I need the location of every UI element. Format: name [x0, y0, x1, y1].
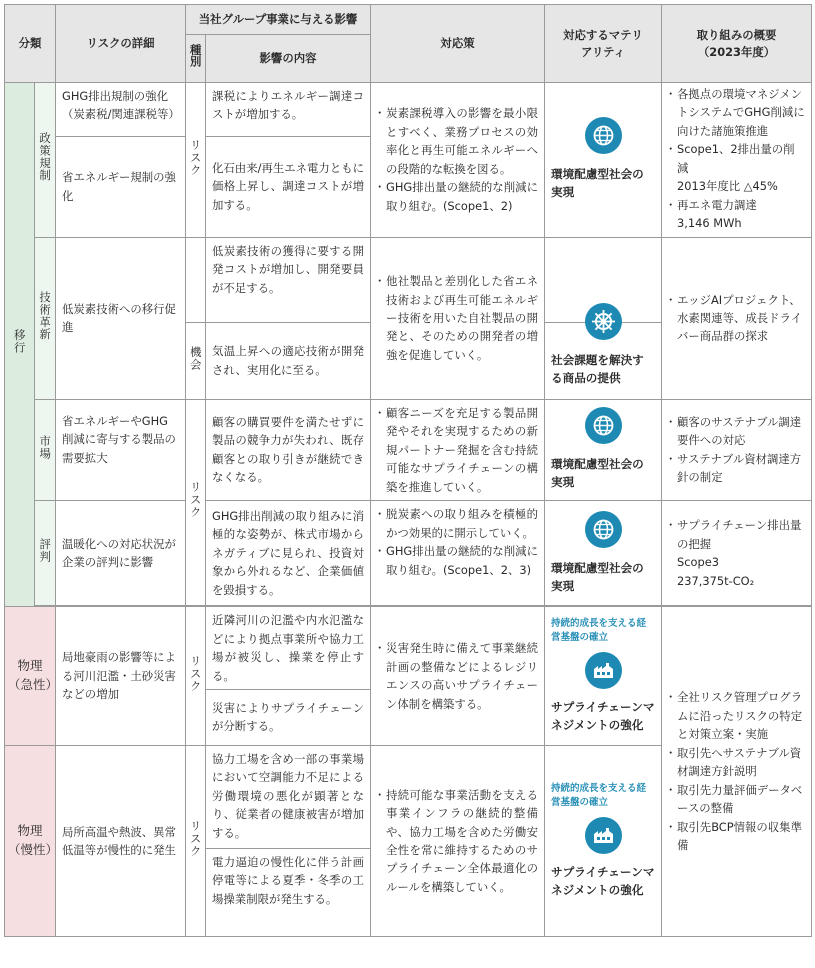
header-impact-content: 影響の内容: [206, 35, 371, 83]
header-kind-text: 種別: [188, 44, 203, 68]
tech-materiality-name: 社会課題を解決する商品の提供: [551, 352, 644, 385]
market-measures: [371, 399, 545, 500]
policy-kind: [186, 83, 206, 238]
tech-measures-list: [377, 272, 538, 364]
policy-materiality: [545, 83, 662, 238]
globe-icon: [585, 117, 622, 154]
reputation-overview-continuation: 237,375t-CO₂: [677, 573, 755, 588]
globe-icon: [585, 511, 622, 548]
header-materiality-text: 対応するマテリアリティ: [563, 27, 643, 59]
market-materiality: [545, 399, 662, 500]
acute-materiality-name: サプライチェーンマネジメントの強化: [551, 699, 655, 732]
header-materiality: [545, 5, 662, 83]
reputation-detail: 温暖化への対応状況が企業の評判に影響: [56, 501, 186, 606]
tech-risk-kind: [186, 237, 206, 322]
category-physical-acute-text: 物理（急性）: [8, 658, 59, 693]
header-overview-text: 取り組みの概要（2023年度）: [696, 27, 777, 59]
physical-overview-item: ・ 取引先BCP情報の収集準備: [668, 818, 805, 855]
category-transition-text: 移行: [12, 329, 27, 355]
acute-kind: [186, 607, 206, 746]
chronic-materiality-label: 持続的成長を支える経営基盤の確立: [551, 783, 647, 808]
reputation-measure-item: ・ 脱炭素への取り組みを積極的かつ効果的に開示していく。: [377, 505, 538, 542]
policy-materiality-name: 環境配慮型社会の実現: [551, 167, 644, 200]
reputation-materiality-name: 環境配慮型社会の実現: [551, 560, 644, 593]
policy-measures: [371, 83, 545, 238]
market-impact: 顧客の購買要件を満たせずに製品の競争力が失われ、既存顧客との取り引きが継続できなくなる。: [206, 399, 371, 500]
subcategory-reputation-text: 評判: [38, 537, 53, 563]
subcategory-market: [35, 399, 56, 500]
market-materiality-name: 環境配慮型社会の実現: [551, 457, 644, 490]
subcategory-tech-text: 技術革新: [38, 290, 53, 341]
policy-b-impact: 化石由来/再生エネ電力ともに価格上昇し、調達コストが増加する。: [206, 136, 371, 237]
acute-materiality-label: 持続的成長を支える経営基盤の確立: [551, 618, 647, 643]
header-kind: [186, 35, 206, 83]
subcategory-policy-text: 政策規制: [38, 132, 53, 182]
tech-detail: 低炭素技術への移行促進: [56, 237, 186, 399]
acute-measures: [371, 607, 545, 746]
policy-measures-list: [377, 104, 538, 215]
acute-measure-item: ・ 災害発生時に備えて事業継続計画の整備などによるレジリエンスの高いサプライチェーン体制を構築する。: [377, 639, 538, 713]
category-transition: [5, 83, 35, 607]
policy-a-impact: 課税によりエネルギー調達コストが増加する。: [206, 83, 371, 137]
factory-icon: [585, 652, 622, 689]
market-overview-item: ・ 顧客のサステナブル調達要件への対応: [668, 413, 805, 450]
acute-detail: 局地豪雨の影響等による河川氾濫・土砂災害などの増加: [56, 607, 186, 746]
policy-measure-item: ・ GHG排出量の継続的な削減に取り組む。(Scope1、2): [377, 178, 538, 215]
chronic-impact-a: 協力工場を含め一部の事業場において空調能力不足による労働環境の悪化が顕著となり、従業者の健康被害が増加する。: [206, 745, 371, 848]
physical-overview-item: ・ 取引先力量評価データベースの整備: [668, 781, 805, 818]
header-countermeasure: 対応策: [371, 5, 545, 83]
reputation-materiality: [545, 501, 662, 606]
policy-overview-list: [668, 85, 805, 177]
tech-risk-impact: 低炭素技術の獲得に要する開発コストが増加し、開発要員が不足する。: [206, 237, 371, 322]
acute-measures-list: [377, 639, 538, 713]
physical-overview-item: ・ 取引先へサステナブル資材調達方針説明: [668, 744, 805, 781]
subcategory-tech: [35, 237, 56, 399]
tech-overview-list: [668, 291, 805, 346]
header-category: 分類: [5, 5, 56, 83]
market-measures-list: [377, 404, 538, 496]
reputation-measures-list: [377, 505, 538, 579]
chronic-measures-list: [377, 786, 538, 897]
physical-overview-item: ・ 全社リスク管理プログラムに沿ったリスクの特定と対策立案・実施: [668, 688, 805, 743]
tech-overview-item: ・ エッジAIプロジェクト、水素関連等、成長ドライバー商品群の探求: [668, 291, 805, 346]
policy-overview-item: ・ 再エネ電力調達: [668, 196, 805, 214]
policy-measure-item: ・ 炭素課税導入の影響を最小限とすべく、業務プロセスの効率化と再生可能エネルギーへの段階的な転換を図る。: [377, 104, 538, 178]
policy-a-detail: GHG排出規制の強化（炭素税/関連課税等）: [56, 83, 186, 137]
policy-b-detail: 省エネルギー規制の強化: [56, 136, 186, 237]
tcfd-risk-table-wrapper: [4, 4, 811, 962]
chronic-kind: [186, 745, 206, 936]
market-overview-list: [668, 413, 805, 487]
category-physical-chronic: [5, 745, 59, 936]
reputation-overview-continuation: Scope3: [677, 555, 719, 570]
tech-overview: [662, 237, 812, 399]
reputation-impact: GHG排出削減の取り組みに消極的な姿勢が、株式市場からネガティブに見られ、投資対象から外れるなど、企業価値を毀損する。: [206, 501, 371, 606]
reputation-overview-item: ・ サプライチェーン排出量の把握: [668, 516, 805, 553]
category-physical-chronic-text: 物理（慢性）: [8, 823, 59, 857]
market-overview: [662, 399, 812, 500]
subcategory-reputation: [35, 501, 56, 606]
chronic-kind-text: リスク: [188, 819, 203, 857]
helm-icon: [585, 303, 622, 340]
subcategory-policy: [35, 83, 56, 238]
tech-opportunity-kind: [186, 322, 206, 399]
reputation-overview: [662, 501, 812, 606]
globe-icon: [585, 407, 622, 444]
acute-impact-a: 近隣河川の氾濫や内水氾濫などにより拠点事業所や協力工場が被災し、操業を停止する。: [206, 607, 371, 690]
chronic-materiality: [545, 745, 662, 936]
tech-opportunity-impact: 気温上昇への適応技術が開発され、実用化に至る。: [206, 322, 371, 399]
chronic-detail: 局所高温や熱波、異常低温等が慢性的に発生: [56, 745, 186, 936]
chronic-materiality-name: サプライチェーンマネジメントの強化: [551, 864, 655, 897]
chronic-measure-item: ・ 持続可能な事業活動を支える事業インフラの継続的整備や、協力工場を含めた労働安全性を常に維持するためのサプライチェーン全体最適化のルールを構築していく。: [377, 786, 538, 897]
subcategory-market-text: 市場: [38, 434, 53, 460]
acute-kind-text: リスク: [188, 654, 203, 692]
risk-table: [4, 4, 812, 937]
chronic-measures: [371, 745, 545, 936]
reputation-overview-list: [668, 516, 805, 553]
tech-materiality: [545, 322, 662, 399]
tech-measure-item: ・ 他社製品と差別化した省エネ技術および再生可能エネルギー技術を用いた自社製品の開発と、そのための開発者の増強を促進していく。: [377, 272, 538, 364]
factory-icon: [585, 817, 622, 854]
policy-overview-item: ・ 各拠点の環境マネジメントシステムでGHG削減に向けた諸施策推進: [668, 85, 805, 140]
header-impact-group: 当社グループ事業に与える影響: [186, 5, 371, 35]
policy-overview: [662, 83, 812, 238]
physical-overview: [662, 607, 812, 937]
category-physical-acute: [5, 607, 59, 746]
header-overview: [662, 5, 812, 83]
header-risk-detail: リスクの詳細: [56, 5, 186, 83]
market-rep-kind: [186, 399, 206, 605]
tech-measures: [371, 237, 545, 399]
reputation-measure-item: ・ GHG排出量の継続的な削減に取り組む。(Scope1、2、3): [377, 542, 538, 579]
acute-impact-b: 災害によりサプライチェーンが分断する。: [206, 689, 371, 745]
chronic-impact-b: 電力逼迫の慢性化に伴う計画停電等による夏季・冬季の工場操業制限が発生する。: [206, 848, 371, 936]
market-overview-item: ・ サステナブル資材調達方針の制定: [668, 450, 805, 487]
reputation-measures: [371, 501, 545, 606]
policy-kind-text: リスク: [188, 138, 203, 176]
policy-overview-continuation: 3,146 MWh: [677, 216, 742, 231]
physical-overview-list: [668, 688, 805, 854]
market-detail: 省エネルギーやGHG削減に寄与する製品の需要拡大: [56, 399, 186, 500]
policy-overview-item: ・ Scope1、2排出量の削減: [668, 140, 805, 177]
tech-opportunity-kind-text: 機会: [188, 345, 203, 371]
market-measure-item: ・ 顧客ニーズを充足する製品開発やそれを実現するための新規パートナー発掘を含む持続可能なサプライチェーンの構築を推進していく。: [377, 404, 538, 496]
policy-overview-list-b: [668, 196, 805, 214]
policy-overview-continuation: 2013年度比 △45%: [677, 179, 778, 194]
acute-materiality: [545, 607, 662, 746]
market-rep-kind-text: リスク: [188, 481, 203, 519]
